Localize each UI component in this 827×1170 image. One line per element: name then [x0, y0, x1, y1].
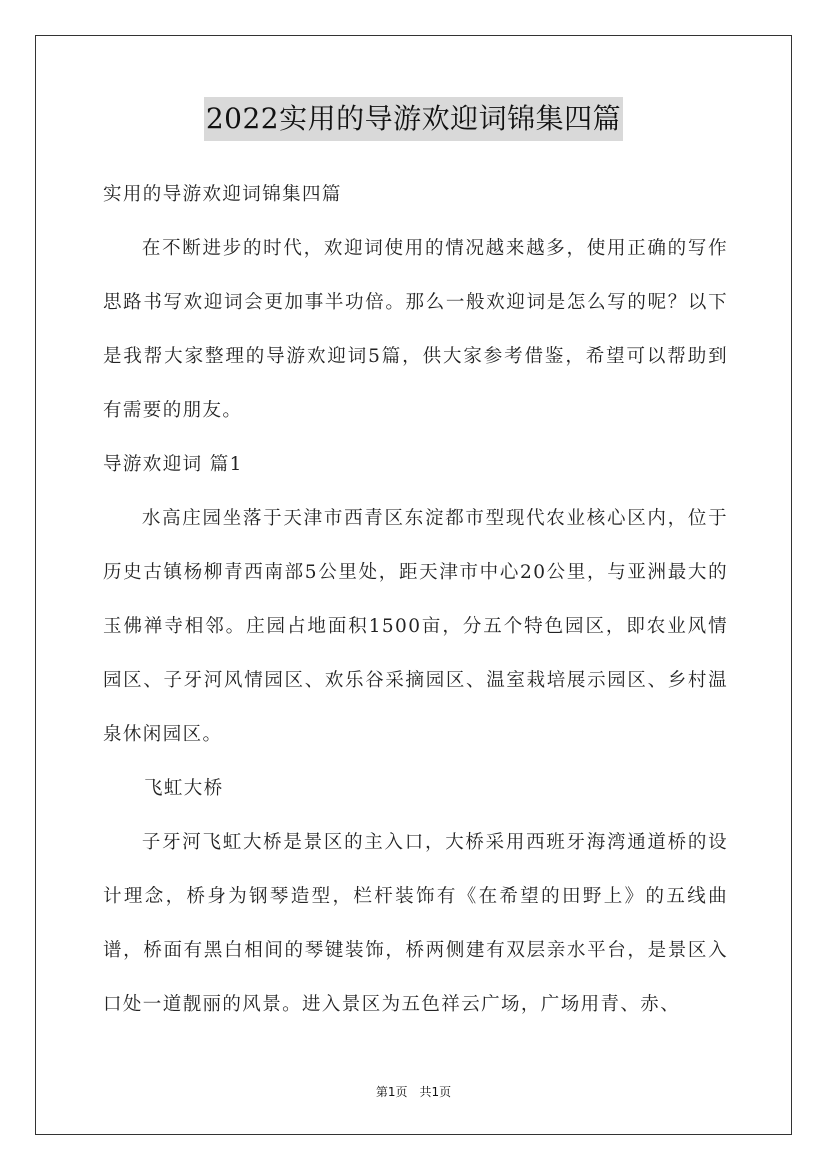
section-subheading: 飞虹大桥 [144, 778, 224, 799]
section-heading: 导游欢迎词 篇1 [103, 454, 243, 475]
document-subtitle: 实用的导游欢迎词锦集四篇 [103, 184, 342, 205]
document-body [103, 168, 728, 1032]
document-title: 2022实用的导游欢迎词锦集四篇 [204, 97, 623, 141]
intro-paragraph: 在不断进步的时代，欢迎词使用的情况越来越多，使用正确的写作思路书写欢迎词会更加事半功倍。那么一般欢迎词是怎么写的呢？以下是我帮大家整理的导游欢迎词5篇，供大家参考借鉴，希望可以帮助到有需要的朋友。 [103, 238, 728, 421]
body-paragraph: 水高庄园坐落于天津市西青区东淀都市型现代农业核心区内，位于历史古镇杨柳青西南部5公里处，距天津市中心20公里，与亚洲最大的玉佛禅寺相邻。庄园占地面积1500亩，分五个特色园区，即农业风情园区、子牙河风情园区、欢乐谷采摘园区、温室栽培展示园区、乡村温泉休闲园区。 [103, 508, 728, 745]
page-total: 共1页 [419, 1085, 452, 1099]
page-footer [0, 1083, 827, 1100]
title-container [0, 97, 827, 141]
page-number: 第1页 [375, 1085, 408, 1099]
body-paragraph: 子牙河飞虹大桥是景区的主入口，大桥采用西班牙海湾通道桥的设计理念，桥身为钢琴造型，栏杆装饰有《在希望的田野上》的五线曲谱，桥面有黑白相间的琴键装饰，桥两侧建有双层亲水平台，是景区入口处一道靓丽的风景。进入景区为五色祥云广场，广场用青、赤、 [103, 832, 728, 1015]
